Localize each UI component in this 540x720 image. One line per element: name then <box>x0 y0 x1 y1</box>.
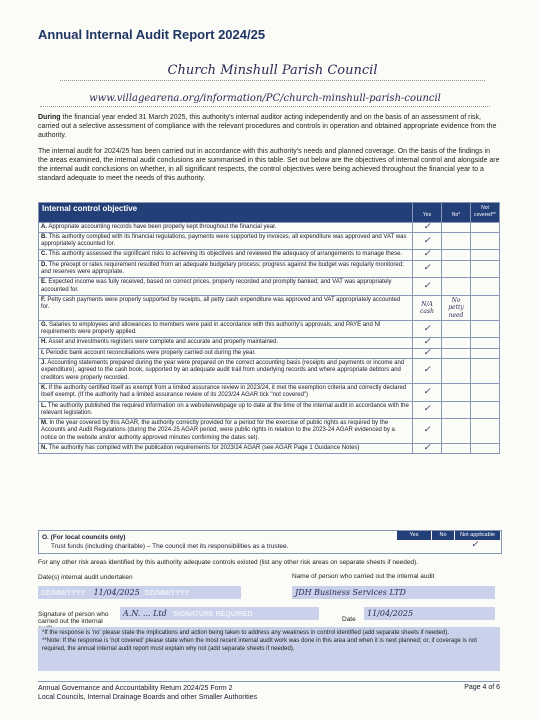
mark-nc[interactable] <box>471 419 500 444</box>
control-objective <box>39 278 413 296</box>
mark-yes[interactable]: ✓ <box>413 320 442 338</box>
row-letter: N. <box>41 445 47 452</box>
intro-paragraph <box>38 113 500 140</box>
row-text: The authority published the required information on a website/webpage up to date at the time of the internal audit in accordance with the relevant legislation. <box>41 402 409 416</box>
signature-placeholder: SIGNATURE REQUIRED <box>172 611 253 618</box>
section-o-text: Trust funds (including charitable) – The council met its responsibilities as a trustee. <box>51 543 289 550</box>
mark-nc[interactable] <box>471 320 500 338</box>
page-number: Page 4 of 6 <box>464 684 500 691</box>
audit-date-field[interactable] <box>38 586 241 599</box>
row-text: This authority complied with its financial regulations, payments were supported by invoices, all expenditure was approved and VAT was appropriately accounted for. <box>41 233 407 248</box>
col-yes: Yes <box>413 203 442 223</box>
section-o-mark: ✓ <box>471 540 479 550</box>
auditor-name-field[interactable]: JDH Business Services LTD <box>292 586 495 599</box>
mark-no[interactable] <box>442 320 471 338</box>
row-letter: M. <box>41 420 48 427</box>
mark-no[interactable] <box>442 260 471 278</box>
mark-nc[interactable] <box>471 232 500 250</box>
mark-no[interactable] <box>442 401 471 419</box>
control-row <box>39 250 500 260</box>
mark-nc[interactable] <box>471 260 500 278</box>
footer-divider <box>38 681 500 682</box>
intro-text: the financial year ended 31 March 2025, this authority's internal auditor acting independently and on the basis of an assessment of risk, carried out a selective assessment of compliance with the relevant procedures and controls in operation and obtained appropriate evidence from the authority. <box>38 114 497 139</box>
page-title: Annual Internal Audit Report 2024/25 <box>38 27 266 42</box>
row-letter: H. <box>41 339 47 346</box>
control-row <box>39 401 500 419</box>
mark-yes[interactable]: ✓ <box>413 348 442 358</box>
mark-yes[interactable]: ✓ <box>413 383 442 401</box>
mark-yes[interactable]: ✓ <box>413 338 442 348</box>
row-text: If the authority certified itself as exempt from a limited assurance review in 2023/24, it met the exemption criteria and correctly declared itself exempt. (If the authority had a limited assurance review of its 2023/24 AGAR tick "not covered") <box>41 384 407 399</box>
mark-no[interactable] <box>442 232 471 250</box>
mark-nc[interactable] <box>471 278 500 296</box>
mark-no[interactable] <box>442 444 471 454</box>
control-objective <box>39 250 413 260</box>
mark-nc[interactable] <box>471 348 500 358</box>
control-row <box>39 383 500 401</box>
col-not-covered: Not covered** <box>471 203 500 223</box>
control-rows <box>39 222 500 454</box>
mark-yes[interactable]: ✓ <box>413 278 442 296</box>
row-letter: C. <box>41 251 47 258</box>
dates-label: Date(s) internal audit undertaken <box>38 574 133 581</box>
council-website: www.villagearena.org/information/PC/church-minshull-parish-council <box>40 93 490 107</box>
mark-no[interactable] <box>442 338 471 348</box>
row-letter: F. <box>41 296 46 303</box>
section-o-na: Not applicable <box>455 531 500 540</box>
footer-line-1: Annual Governance and Accountability Return 2024/25 Form 2 <box>38 685 233 692</box>
control-row <box>39 419 500 444</box>
control-objective <box>39 295 413 320</box>
control-objective <box>39 383 413 401</box>
mark-yes[interactable]: ✓ <box>413 222 442 232</box>
mark-yes[interactable]: ✓ <box>413 419 442 444</box>
mark-yes[interactable]: ✓ <box>413 250 442 260</box>
council-name: Church Minshull Parish Council <box>60 63 485 81</box>
control-objective <box>39 359 413 384</box>
mark-yes[interactable]: ✓ <box>413 401 442 419</box>
signature-label: Signature of person who carried out the internal <box>38 611 109 625</box>
row-text: Periodic bank account reconciliations were properly carried out during the year. <box>46 349 256 356</box>
intro-bold: During <box>38 114 61 121</box>
footer-text <box>38 684 257 702</box>
control-row <box>39 444 500 454</box>
row-text: Expected income was fully received, based on correct prices, properly recorded and promptly banked; and VAT was appropriately accounted for. <box>41 279 392 293</box>
control-objective <box>39 419 413 444</box>
control-row <box>39 359 500 384</box>
row-text: Appropriate accounting records have been properly kept throughout the financial year. <box>48 223 277 230</box>
note-not-covered: **Note: If the response is 'not covered' please state when the most recent internal audit work was done in this area and when it is next planned; or, if coverage is not required, the annual internal audit report must explain why not (add separate sheets if needed). <box>42 638 477 652</box>
row-letter: K. <box>41 384 47 391</box>
control-objective <box>39 232 413 250</box>
col-no: No* <box>442 203 471 223</box>
auditor-name-label: Name of person who carried out the internal audit <box>292 573 435 580</box>
signature-field[interactable] <box>120 607 319 620</box>
table-heading: Internal control objective <box>39 203 413 223</box>
mark-no[interactable] <box>442 383 471 401</box>
mark-nc[interactable] <box>471 401 500 419</box>
footer-line-2: Local Councils, Internal Drainage Boards and other Smaller Authorities <box>38 694 258 701</box>
mark-nc[interactable] <box>471 359 500 384</box>
mark-yes[interactable]: ✓ <box>413 260 442 278</box>
control-objective <box>39 222 413 232</box>
control-row <box>39 260 500 278</box>
mark-no[interactable] <box>442 359 471 384</box>
row-text: The authority has complied with the publication requirements for 2023/24 AGAR (see AGAR Page 1 Guidance Notes) <box>48 445 360 452</box>
row-letter: D. <box>41 261 47 268</box>
row-text: The precept or rates requirement resulted from an adequate budgetary process; progress against the budget was regularly monitored; and reserves were appropriate. <box>41 261 404 276</box>
control-row <box>39 278 500 296</box>
control-objective <box>39 320 413 338</box>
control-row <box>39 338 500 348</box>
row-letter: A. <box>41 223 47 230</box>
row-text: Salaries to employees and allowances to members were paid in accordance with this authority's approvals, and PAYE and NI requirements were properly applied. <box>41 321 381 336</box>
control-row <box>39 222 500 232</box>
control-row <box>39 295 500 320</box>
mark-nc[interactable] <box>471 444 500 454</box>
mark-yes[interactable]: ✓ <box>413 232 442 250</box>
control-objective <box>39 401 413 419</box>
mark-no[interactable] <box>442 419 471 444</box>
mark-nc[interactable] <box>471 222 500 232</box>
mark-no[interactable] <box>442 348 471 358</box>
mark-no[interactable] <box>442 278 471 296</box>
mark-yes[interactable]: ✓ <box>413 444 442 454</box>
section-o-no: No <box>432 531 454 540</box>
row-letter: E. <box>41 279 47 286</box>
mark-no[interactable]: No petty need <box>442 295 471 320</box>
mark-nc[interactable] <box>471 295 500 320</box>
control-objective <box>39 260 413 278</box>
date-placeholder-2: DD/MM/YYYY <box>144 590 190 597</box>
other-risk-text: For any other risk areas identified by this authority adequate controls existed (list any other risk areas on separate sheets if needed). <box>38 559 419 566</box>
audit-date-value: 11/04/2025 <box>93 588 140 597</box>
mark-nc[interactable] <box>471 338 500 348</box>
row-text: In the year covered by this AGAR, the authority correctly provided for a period for the exercise of public rights as required by the Accounts and Audit Regulations (during the 2024-25 AGAR period, were public rights in relation to the 2023-24 AGAR evidenced by a notice on the website and/or authority approved minutes confirming the dates set). <box>41 420 395 441</box>
mark-nc[interactable] <box>471 250 500 260</box>
row-letter: I. <box>41 349 45 356</box>
section-o <box>38 530 502 554</box>
row-text: This authority assessed the significant risks to achieving its objectives and reviewed the adequacy of arrangements to manage these. <box>48 251 403 258</box>
section-o-yes: Yes <box>397 531 431 540</box>
row-letter: L. <box>41 402 47 409</box>
row-letter: G. <box>41 321 48 328</box>
note-no: *If the response is 'no' please state the implications and action being taken to address any weakness in control identified (add separate sheets if needed). <box>42 630 449 636</box>
notes-box <box>38 627 500 671</box>
control-objective <box>39 444 413 454</box>
mark-no[interactable] <box>442 250 471 260</box>
mark-yes[interactable]: N/A cash <box>413 295 442 320</box>
mark-yes[interactable]: ✓ <box>413 359 442 384</box>
date-placeholder-1: DD/MM/YYYY <box>41 590 86 597</box>
row-text: Petty cash payments were properly supported by receipts, all petty cash expenditure was approved and VAT appropriately accounted for. <box>41 296 401 311</box>
row-text: Asset and investments registers were complete and accurate and properly maintained. <box>48 339 279 346</box>
section-o-label: O. (For local councils only) <box>42 534 126 541</box>
mark-no[interactable] <box>442 222 471 232</box>
scope-paragraph: The internal audit for 2024/25 has been carried out in accordance with this authority's needs and planned coverage. On the basis of the findings in the areas examined, the internal audit conclusions are summarised in this table. Set out below are the objectives of internal control and alongside are the internal audit conclusions on whether, in all significant respects, the control objectives were being achieved throughout the financial year to a standard adequate to meet the needs of this authority. <box>38 148 500 182</box>
control-row <box>39 320 500 338</box>
control-row <box>39 232 500 250</box>
signature-value: A.N. ... Ltd <box>123 609 167 618</box>
signed-date-field[interactable]: 11/04/2025 <box>364 607 495 620</box>
control-objective <box>39 338 413 348</box>
row-letter: B. <box>41 233 47 240</box>
control-row <box>39 348 500 358</box>
date-label: Date <box>342 616 356 623</box>
row-letter: J. <box>41 360 47 367</box>
mark-nc[interactable] <box>471 383 500 401</box>
row-text: Accounting statements prepared during the year were prepared on the correct accounting basis (receipts and payments or income and expenditure), agreed to the cash book, supported by an adequate audit trail from underlying records and where appropriate debtors and creditors were properly recorded. <box>41 360 405 381</box>
control-objective <box>39 348 413 358</box>
internal-control-table <box>38 202 500 454</box>
